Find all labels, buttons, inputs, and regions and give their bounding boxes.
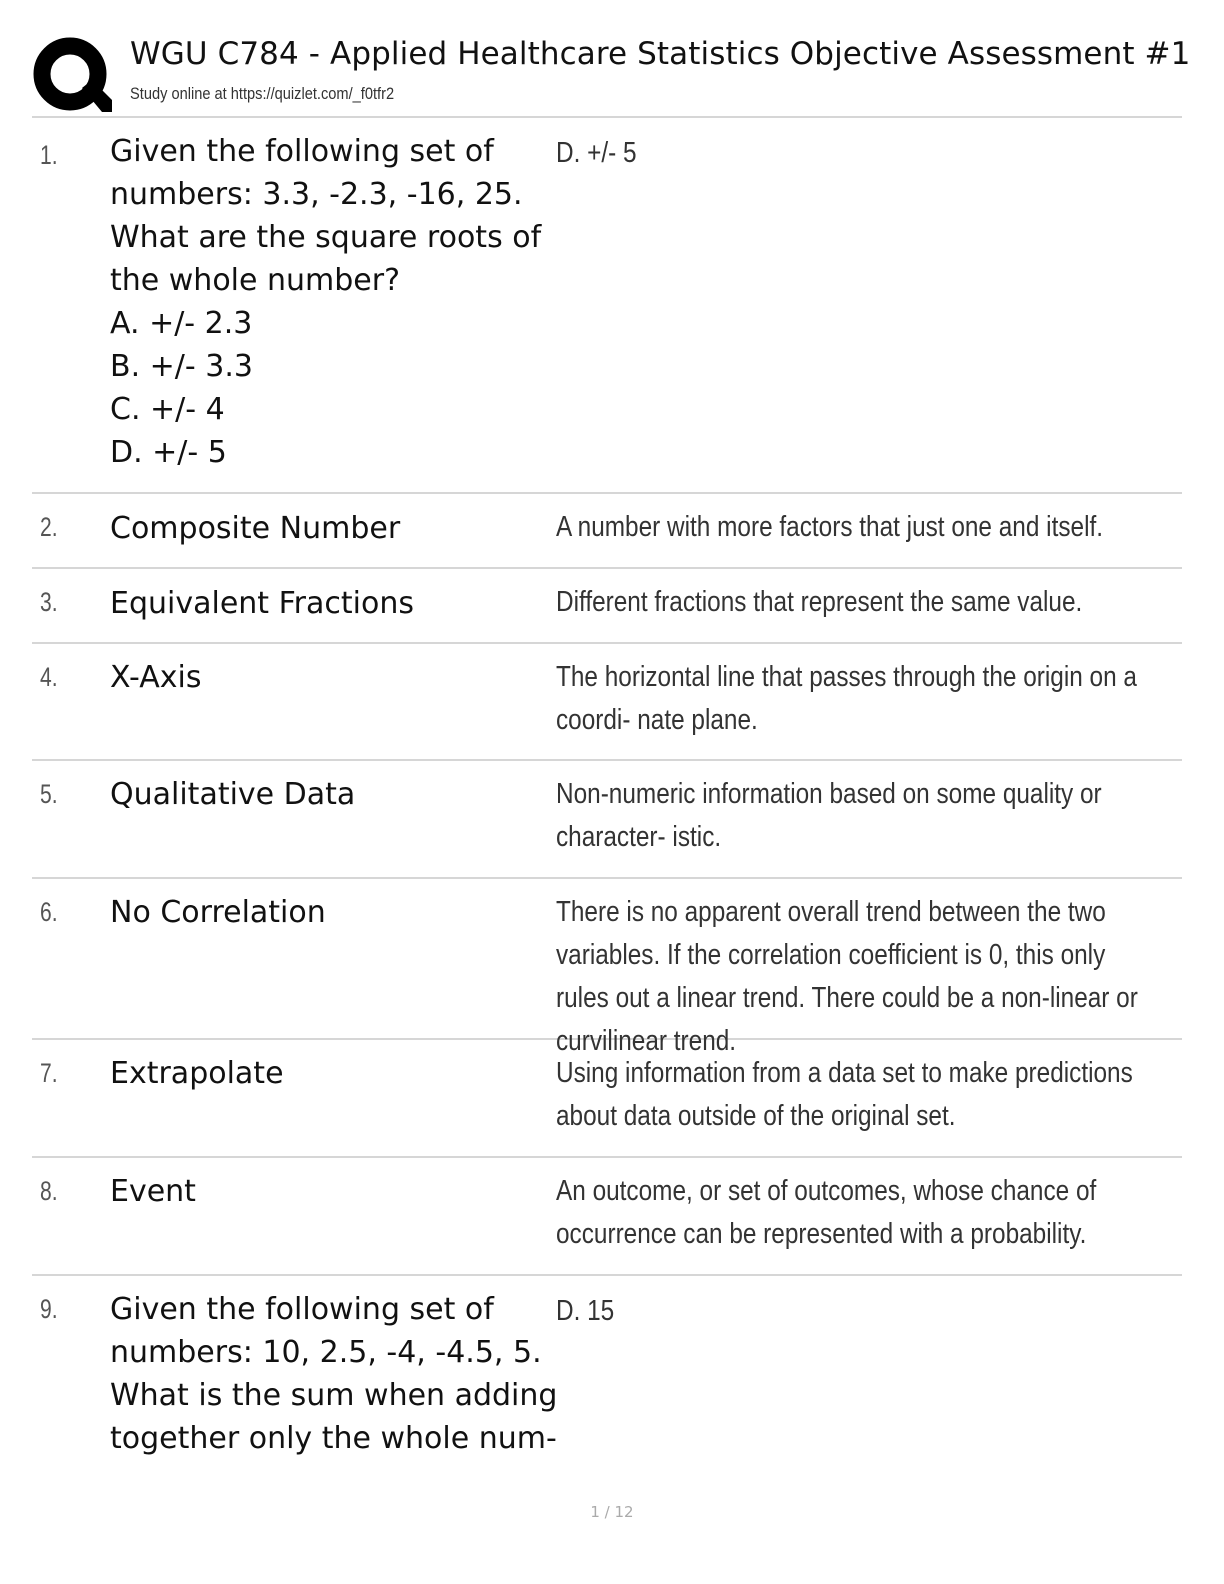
flashcard-list: [32, 116, 1182, 1466]
card-definition: There is no apparent overall trend between the two variables. If the correlation coefficient is 0, this only rules out a linear trend. There could be a non-linear or curvilinear trend.: [556, 896, 1138, 1057]
card-definition: Using information from a data set to make predictions about data outside of the original set.: [556, 1057, 1133, 1132]
question-text: Given the following set of numbers: 3.3, -2.3, -16, 25. What are the square roots of the whole number?: [110, 134, 542, 298]
card-definition: D. 15: [556, 1295, 615, 1327]
card-definition: A number with more factors that just one and itself.: [556, 511, 1104, 543]
card-row: [32, 1276, 1182, 1466]
card-term: X-Axis: [110, 660, 202, 695]
quizlet-logo-icon: [32, 36, 112, 116]
card-definition: Different fractions that represent the same value.: [556, 586, 1083, 618]
card-number: 5.: [40, 779, 58, 809]
card-number: 4.: [40, 662, 58, 692]
document-title: WGU C784 - Applied Healthcare Statistics Objective Assessment #1: [130, 36, 1191, 72]
card-row: [32, 569, 1182, 644]
card-term: Extrapolate: [110, 1056, 284, 1091]
card-term: Event: [110, 1174, 196, 1209]
card-definition: D. +/- 5: [556, 137, 637, 169]
card-row: [32, 1158, 1182, 1276]
card-term: Equivalent Fractions: [110, 586, 414, 621]
option-b: B. +/- 3.3: [110, 349, 253, 384]
card-number: 6.: [40, 897, 58, 927]
card-number: 1.: [40, 140, 58, 170]
card-definition: Non-numeric information based on some quality or character- istic.: [556, 778, 1102, 853]
card-term: [110, 130, 558, 474]
card-row: [32, 761, 1182, 879]
card-row: [32, 118, 1182, 494]
option-d: D. +/- 5: [110, 435, 227, 470]
card-number: 3.: [40, 587, 58, 617]
card-row: [32, 1040, 1182, 1158]
card-term: No Correlation: [110, 895, 326, 930]
card-row: [32, 879, 1182, 1057]
card-row: [32, 494, 1182, 569]
study-online-link[interactable]: Study online at https://quizlet.com/_f0tfr2: [130, 84, 395, 103]
card-row: [32, 644, 1182, 761]
card-term: Given the following set of numbers: 10, 2.5, -4, -4.5, 5. What is the sum when adding together only the whole num-: [110, 1292, 558, 1456]
card-number: 8.: [40, 1176, 58, 1206]
card-term: Composite Number: [110, 511, 401, 546]
card-number: 9.: [40, 1294, 58, 1324]
card-number: 7.: [40, 1058, 58, 1088]
card-number: 2.: [40, 512, 58, 542]
option-c: C. +/- 4: [110, 392, 225, 427]
card-definition: An outcome, or set of outcomes, whose chance of occurrence can be represented with a probability.: [556, 1175, 1097, 1250]
option-a: A. +/- 2.3: [110, 306, 253, 341]
card-definition: The horizontal line that passes through the origin on a coordi- nate plane.: [556, 661, 1137, 736]
page-header: [32, 30, 1191, 116]
card-term: Qualitative Data: [110, 777, 356, 812]
page-number: 1 / 12: [590, 1503, 634, 1521]
